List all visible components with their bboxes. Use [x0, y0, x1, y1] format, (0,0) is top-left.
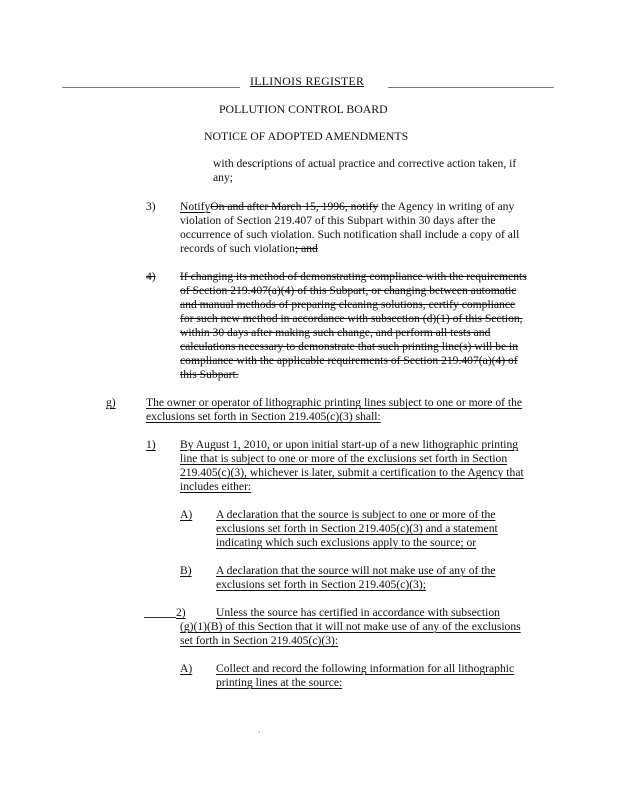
header-rule-left	[62, 87, 240, 88]
g2-line: set forth in Section 219.405(c)(3):	[180, 634, 339, 647]
footer-mark: .	[258, 725, 261, 736]
g2-line: (g)(1)(B) of this Section that it will not make use of any of the exclusions	[180, 620, 521, 633]
item3-line	[180, 242, 318, 256]
board-title: POLLUTION CONTROL BOARD	[219, 102, 388, 116]
item4-line: compliance with the applicable requirements of Section 219.407(a)(4) of	[180, 354, 518, 367]
continuation-line: any;	[213, 171, 233, 184]
item-number: 2)	[176, 606, 186, 619]
item-number: B)	[180, 564, 192, 577]
g1-line: By August 1, 2010, or upon initial start-up of a new lithographic printing	[180, 438, 519, 451]
g1A-line: A declaration that the source is subject to one or more of the	[216, 508, 496, 521]
plain-text: the Agency in writing of any	[378, 200, 515, 213]
item-number: A)	[180, 662, 193, 675]
g2-line: Unless the source has certified in accordance with subsection	[216, 606, 500, 619]
item-number: 3)	[146, 200, 156, 213]
struck-text: On and after March 15, 1996, notify	[210, 200, 379, 213]
item-number: 4)	[146, 270, 156, 283]
g1-line: line that is subject to one or more of the exclusions set forth in Section	[180, 452, 508, 465]
g1B-line: exclusions set forth in Section 219.405(c)(3);	[216, 578, 426, 591]
g1A-line: indicating which such exclusions apply to the source; or	[216, 536, 477, 549]
item-number: 1)	[146, 438, 156, 451]
item-number: A)	[180, 508, 193, 521]
struck-text: ; and	[294, 242, 318, 255]
inserted-text: Notify	[180, 200, 211, 213]
g1B-line: A declaration that the source will not make use of any of the	[216, 564, 496, 577]
item4-line: calculations necessary to demonstrate that such printing line(s) will be in	[180, 340, 519, 353]
item4-line: for such new method in accordance with subsection (d)(1) of this Section,	[180, 312, 523, 325]
g1A-line: exclusions set forth in Section 219.405(c)(3) and a statement	[216, 522, 498, 535]
g2A-line: Collect and record the following information for all lithographic	[216, 662, 515, 675]
item4-line: and manual methods of preparing cleaning solutions, certify compliance	[180, 298, 516, 311]
g1-line: includes either:	[180, 480, 252, 493]
notice-title: NOTICE OF ADOPTED AMENDMENTS	[204, 129, 409, 143]
item3-line: occurrence of such violation. Such notification shall include a copy of all	[180, 228, 520, 241]
header-rule-right	[388, 87, 554, 88]
item4-line: this Subpart.	[180, 368, 239, 381]
g-line: The owner or operator of lithographic printing lines subject to one or more of the	[146, 396, 523, 409]
g1-line: 219.405(c)(3), whichever is later, submit a certification to the Agency that	[180, 466, 524, 479]
leader-rule	[144, 617, 176, 618]
plain-text: records of such violation	[180, 242, 295, 255]
item4-line: within 30 days after making such change, and perform all tests and	[180, 326, 491, 339]
register-title: ILLINOIS REGISTER	[250, 74, 365, 88]
item4-line: of Section 219.407(a)(4) of this Subpart, or changing between automatic	[180, 284, 517, 297]
item3-line	[180, 200, 514, 214]
subsection-label: g)	[106, 396, 116, 409]
g2A-line: printing lines at the source:	[216, 676, 343, 689]
item4-line: If changing its method of demonstrating compliance with the requirements	[180, 270, 527, 283]
continuation-line: with descriptions of actual practice and corrective action taken, if	[213, 157, 517, 170]
item3-line: violation of Section 219.407 of this Subpart within 30 days after the	[180, 214, 496, 227]
g-line: exclusions set forth in Section 219.405(c)(3) shall:	[146, 410, 381, 423]
